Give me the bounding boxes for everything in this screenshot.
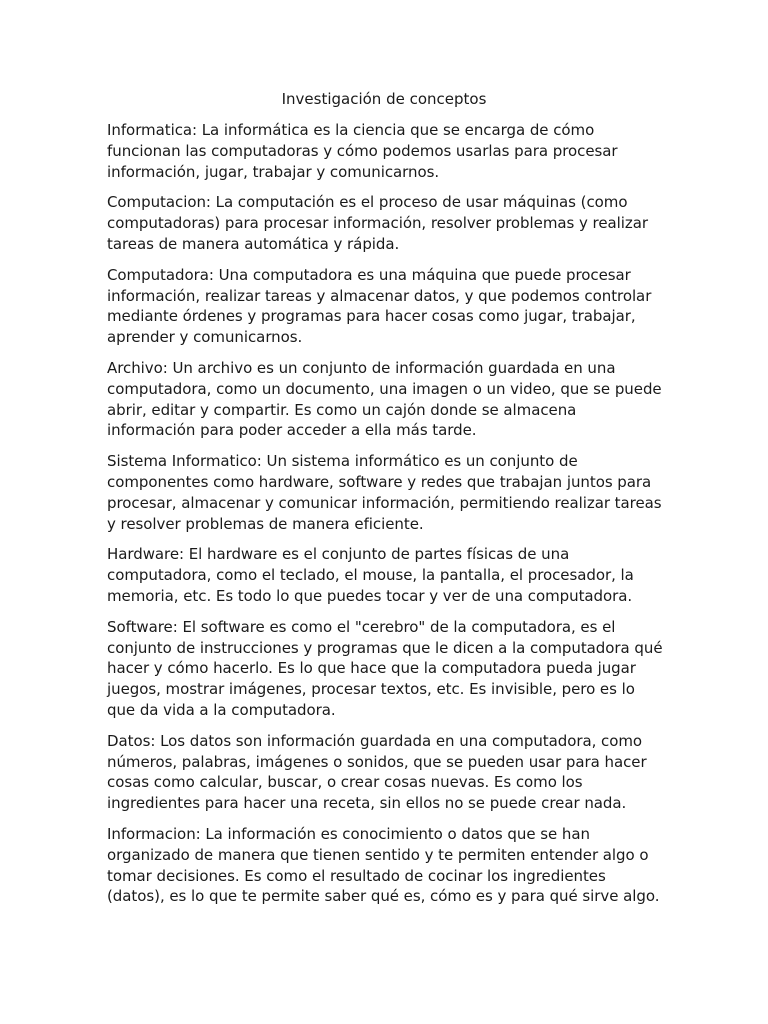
page-title: Investigación de conceptos xyxy=(281,90,487,108)
paragraph-datos: Datos: Los datos son información guardada en una computadora, como números, palabras, imágenes o sonidos, que se pueden usar para hacer cosas como calcular, buscar, o crear cosas nuevas. Es como los ingredientes para hacer una receta, sin ellos no se puede crear nada. xyxy=(107,731,647,813)
paragraph-archivo: Archivo: Un archivo es un conjunto de información guardada en una computadora, como un documento, una imagen o un video, que se puede abrir, editar y compartir. Es como un cajón donde se almacena información para poder acceder a ella más tarde. xyxy=(107,358,662,440)
paragraph-computacion: Computacion: La computación es el proceso de usar máquinas (como computadoras) para procesar información, resolver problemas y realizar tareas de manera automática y rápida. xyxy=(107,193,648,253)
paragraph-informacion: Informacion: La información es conocimiento o datos que se han organizado de manera que tienen sentido y te permiten entender algo o tomar decisiones. Es como el resultado de cocinar los ingredientes (datos), es lo que te permite saber qué es, cómo es y para qué sirve algo. xyxy=(107,824,660,906)
paragraph-sistema-informatico: Sistema Informatico: Un sistema informático es un conjunto de componentes como hardware, software y redes que trabajan juntos para procesar, almacenar y comunicar información, permitiendo realizar tareas y resolver problemas de manera eficiente. xyxy=(107,452,662,533)
paragraph-software: Software: El software es como el "cerebro" de la computadora, es el conjunto de instrucciones y programas que le dicen a la computadora qué hacer y cómo hacerlo. Es lo que hace que la computadora pueda jugar juegos, mostrar imágenes, procesar textos, etc. Es invisible, pero es lo que da vida a la computadora. xyxy=(107,617,663,719)
document-body xyxy=(107,120,663,917)
paragraph-hardware: Hardware: El hardware es el conjunto de partes físicas de una computadora, como el teclado, el mouse, la pantalla, el procesador, la memoria, etc. Es todo lo que puedes tocar y ver de una computadora. xyxy=(107,545,634,605)
paragraph-informatica: Informatica: La informática es la ciencia que se encarga de cómo funcionan las computadoras y cómo podemos usarlas para procesar información, jugar, trabajar y comunicarnos. xyxy=(107,121,618,181)
paragraph-computadora: Computadora: Una computadora es una máquina que puede procesar información, realizar tareas y almacenar datos, y que podemos controlar mediante órdenes y programas para hacer cosas como jugar, trabajar, aprender y comunicarnos. xyxy=(107,265,652,347)
